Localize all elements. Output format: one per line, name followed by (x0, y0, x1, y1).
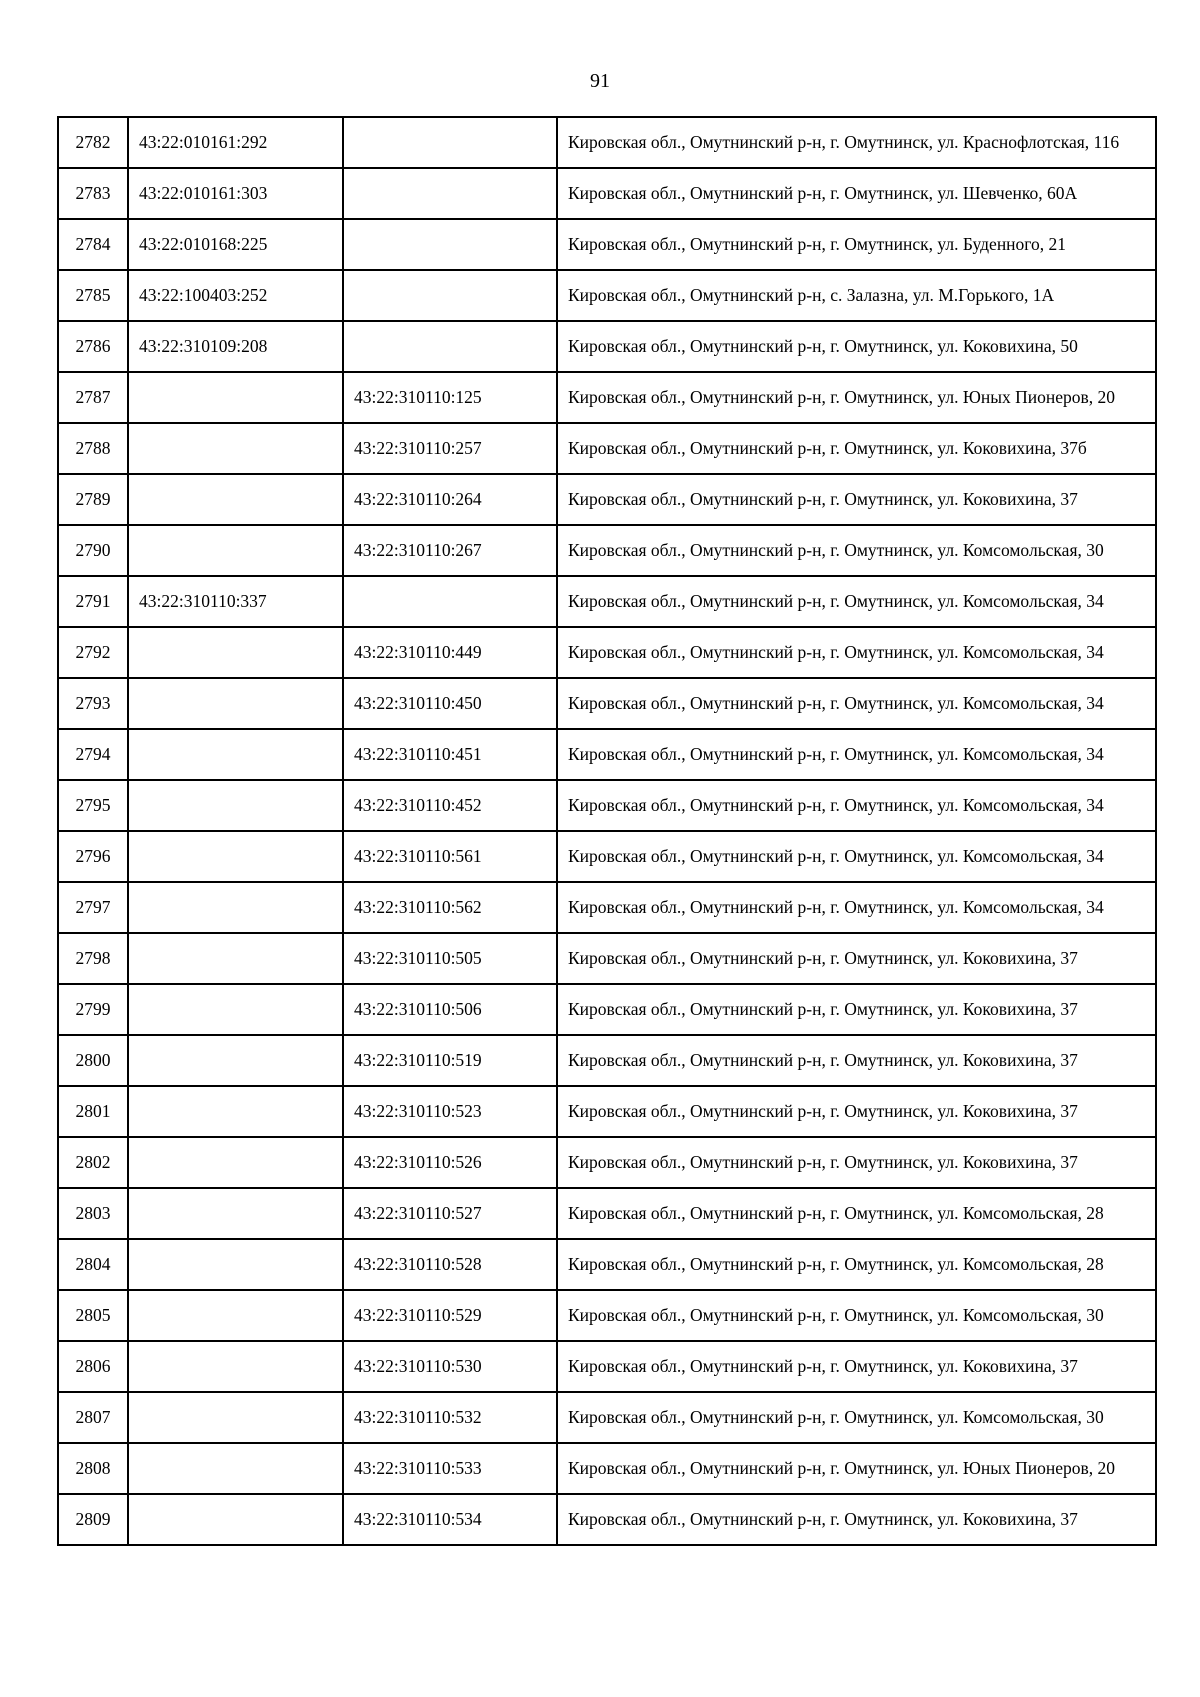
row-number-cell: 2785 (58, 270, 128, 321)
row-number-cell: 2799 (58, 984, 128, 1035)
registry-table (57, 116, 1157, 1546)
cadastral-number-cell: 43:22:310109:208 (128, 321, 343, 372)
table-row (58, 933, 1156, 984)
cadastral-number-cell (128, 627, 343, 678)
cadastral-number-cell (128, 882, 343, 933)
address-cell: Кировская обл., Омутнинский р-н, г. Омутнинск, ул. Комсомольская, 30 (557, 525, 1156, 576)
row-number-cell: 2798 (58, 933, 128, 984)
table-row (58, 219, 1156, 270)
cadastral-number-cell: 43:22:100403:252 (128, 270, 343, 321)
address-cell: Кировская обл., Омутнинский р-н, г. Омутнинск, ул. Юных Пионеров, 20 (557, 372, 1156, 423)
table-row (58, 321, 1156, 372)
row-number-cell: 2795 (58, 780, 128, 831)
table-row (58, 627, 1156, 678)
cadastral-number-alt-cell (343, 321, 557, 372)
table-row (58, 1392, 1156, 1443)
table-row (58, 984, 1156, 1035)
address-cell: Кировская обл., Омутнинский р-н, г. Омутнинск, ул. Коковихина, 37 (557, 1137, 1156, 1188)
cadastral-number-alt-cell: 43:22:310110:528 (343, 1239, 557, 1290)
address-cell: Кировская обл., Омутнинский р-н, г. Омутнинск, ул. Коковихина, 37 (557, 933, 1156, 984)
table-row (58, 1290, 1156, 1341)
cadastral-number-alt-cell: 43:22:310110:451 (343, 729, 557, 780)
row-number-cell: 2803 (58, 1188, 128, 1239)
cadastral-number-alt-cell (343, 219, 557, 270)
cadastral-number-cell (128, 984, 343, 1035)
cadastral-number-alt-cell (343, 117, 557, 168)
row-number-cell: 2782 (58, 117, 128, 168)
address-cell: Кировская обл., Омутнинский р-н, г. Омутнинск, ул. Комсомольская, 34 (557, 627, 1156, 678)
cadastral-number-alt-cell: 43:22:310110:529 (343, 1290, 557, 1341)
cadastral-number-cell (128, 1137, 343, 1188)
address-cell: Кировская обл., Омутнинский р-н, г. Омутнинск, ул. Коковихина, 50 (557, 321, 1156, 372)
cadastral-number-alt-cell: 43:22:310110:532 (343, 1392, 557, 1443)
address-cell: Кировская обл., Омутнинский р-н, г. Омутнинск, ул. Коковихина, 37 (557, 1494, 1156, 1545)
row-number-cell: 2794 (58, 729, 128, 780)
cadastral-number-cell (128, 1443, 343, 1494)
table-row (58, 117, 1156, 168)
cadastral-number-cell (128, 780, 343, 831)
row-number-cell: 2792 (58, 627, 128, 678)
cadastral-number-alt-cell: 43:22:310110:452 (343, 780, 557, 831)
cadastral-number-alt-cell: 43:22:310110:526 (343, 1137, 557, 1188)
row-number-cell: 2793 (58, 678, 128, 729)
row-number-cell: 2808 (58, 1443, 128, 1494)
address-cell: Кировская обл., Омутнинский р-н, г. Омутнинск, ул. Комсомольская, 34 (557, 831, 1156, 882)
cadastral-number-cell (128, 474, 343, 525)
row-number-cell: 2809 (58, 1494, 128, 1545)
cadastral-number-alt-cell: 43:22:310110:533 (343, 1443, 557, 1494)
cadastral-number-cell: 43:22:310110:337 (128, 576, 343, 627)
table-row (58, 678, 1156, 729)
address-cell: Кировская обл., Омутнинский р-н, г. Омутнинск, ул. Комсомольская, 34 (557, 576, 1156, 627)
address-cell: Кировская обл., Омутнинский р-н, г. Омутнинск, ул. Комсомольская, 30 (557, 1290, 1156, 1341)
cadastral-number-alt-cell (343, 168, 557, 219)
cadastral-number-alt-cell: 43:22:310110:519 (343, 1035, 557, 1086)
address-cell: Кировская обл., Омутнинский р-н, г. Омутнинск, ул. Комсомольская, 34 (557, 729, 1156, 780)
table-row (58, 1239, 1156, 1290)
cadastral-number-alt-cell: 43:22:310110:562 (343, 882, 557, 933)
row-number-cell: 2804 (58, 1239, 128, 1290)
cadastral-number-cell (128, 1494, 343, 1545)
cadastral-number-alt-cell: 43:22:310110:125 (343, 372, 557, 423)
table-row (58, 1137, 1156, 1188)
cadastral-number-cell: 43:22:010161:292 (128, 117, 343, 168)
cadastral-number-cell: 43:22:010161:303 (128, 168, 343, 219)
address-cell: Кировская обл., Омутнинский р-н, г. Омутнинск, ул. Коковихина, 37б (557, 423, 1156, 474)
cadastral-number-cell (128, 372, 343, 423)
cadastral-number-alt-cell: 43:22:310110:561 (343, 831, 557, 882)
address-cell: Кировская обл., Омутнинский р-н, г. Омутнинск, ул. Коковихина, 37 (557, 1341, 1156, 1392)
address-cell: Кировская обл., Омутнинский р-н, с. Залазна, ул. М.Горького, 1А (557, 270, 1156, 321)
cadastral-number-alt-cell (343, 270, 557, 321)
cadastral-number-cell (128, 1239, 343, 1290)
cadastral-number-alt-cell: 43:22:310110:257 (343, 423, 557, 474)
row-number-cell: 2807 (58, 1392, 128, 1443)
cadastral-number-cell (128, 933, 343, 984)
table-row (58, 576, 1156, 627)
table-row (58, 372, 1156, 423)
table-row (58, 423, 1156, 474)
cadastral-number-cell (128, 1290, 343, 1341)
row-number-cell: 2791 (58, 576, 128, 627)
row-number-cell: 2802 (58, 1137, 128, 1188)
page-number: 91 (590, 70, 610, 92)
row-number-cell: 2789 (58, 474, 128, 525)
address-cell: Кировская обл., Омутнинский р-н, г. Омутнинск, ул. Комсомольская, 34 (557, 780, 1156, 831)
cadastral-number-cell (128, 678, 343, 729)
row-number-cell: 2783 (58, 168, 128, 219)
table-row (58, 729, 1156, 780)
row-number-cell: 2790 (58, 525, 128, 576)
cadastral-number-alt-cell: 43:22:310110:527 (343, 1188, 557, 1239)
cadastral-number-cell: 43:22:010168:225 (128, 219, 343, 270)
cadastral-number-cell (128, 1341, 343, 1392)
row-number-cell: 2797 (58, 882, 128, 933)
address-cell: Кировская обл., Омутнинский р-н, г. Омутнинск, ул. Коковихина, 37 (557, 1086, 1156, 1137)
table-row (58, 168, 1156, 219)
cadastral-number-alt-cell: 43:22:310110:523 (343, 1086, 557, 1137)
row-number-cell: 2806 (58, 1341, 128, 1392)
cadastral-number-cell (128, 423, 343, 474)
address-cell: Кировская обл., Омутнинский р-н, г. Омутнинск, ул. Комсомольская, 30 (557, 1392, 1156, 1443)
cadastral-number-cell (128, 525, 343, 576)
address-cell: Кировская обл., Омутнинский р-н, г. Омутнинск, ул. Краснофлотская, 116 (557, 117, 1156, 168)
cadastral-number-cell (128, 1086, 343, 1137)
address-cell: Кировская обл., Омутнинский р-н, г. Омутнинск, ул. Шевченко, 60А (557, 168, 1156, 219)
table-row (58, 1086, 1156, 1137)
address-cell: Кировская обл., Омутнинский р-н, г. Омутнинск, ул. Коковихина, 37 (557, 474, 1156, 525)
cadastral-number-alt-cell: 43:22:310110:267 (343, 525, 557, 576)
address-cell: Кировская обл., Омутнинский р-н, г. Омутнинск, ул. Комсомольская, 28 (557, 1188, 1156, 1239)
address-cell: Кировская обл., Омутнинский р-н, г. Омутнинск, ул. Буденного, 21 (557, 219, 1156, 270)
cadastral-number-alt-cell (343, 576, 557, 627)
cadastral-number-cell (128, 1392, 343, 1443)
address-cell: Кировская обл., Омутнинский р-н, г. Омутнинск, ул. Комсомольская, 34 (557, 678, 1156, 729)
cadastral-number-alt-cell: 43:22:310110:534 (343, 1494, 557, 1545)
cadastral-number-cell (128, 1035, 343, 1086)
table-row (58, 831, 1156, 882)
address-cell: Кировская обл., Омутнинский р-н, г. Омутнинск, ул. Юных Пионеров, 20 (557, 1443, 1156, 1494)
table-row (58, 474, 1156, 525)
row-number-cell: 2786 (58, 321, 128, 372)
address-cell: Кировская обл., Омутнинский р-н, г. Омутнинск, ул. Комсомольская, 28 (557, 1239, 1156, 1290)
table-row (58, 1035, 1156, 1086)
cadastral-number-alt-cell: 43:22:310110:264 (343, 474, 557, 525)
table-row (58, 270, 1156, 321)
row-number-cell: 2801 (58, 1086, 128, 1137)
table-row (58, 1443, 1156, 1494)
row-number-cell: 2787 (58, 372, 128, 423)
cadastral-number-alt-cell: 43:22:310110:449 (343, 627, 557, 678)
address-cell: Кировская обл., Омутнинский р-н, г. Омутнинск, ул. Коковихина, 37 (557, 1035, 1156, 1086)
table-row (58, 780, 1156, 831)
registry-table-body (58, 117, 1156, 1545)
table-row (58, 1494, 1156, 1545)
table-row (58, 1341, 1156, 1392)
cadastral-number-cell (128, 1188, 343, 1239)
row-number-cell: 2788 (58, 423, 128, 474)
table-row (58, 1188, 1156, 1239)
row-number-cell: 2805 (58, 1290, 128, 1341)
row-number-cell: 2784 (58, 219, 128, 270)
row-number-cell: 2800 (58, 1035, 128, 1086)
address-cell: Кировская обл., Омутнинский р-н, г. Омутнинск, ул. Коковихина, 37 (557, 984, 1156, 1035)
cadastral-number-alt-cell: 43:22:310110:450 (343, 678, 557, 729)
cadastral-number-cell (128, 831, 343, 882)
table-row (58, 882, 1156, 933)
cadastral-number-alt-cell: 43:22:310110:506 (343, 984, 557, 1035)
row-number-cell: 2796 (58, 831, 128, 882)
cadastral-number-cell (128, 729, 343, 780)
address-cell: Кировская обл., Омутнинский р-н, г. Омутнинск, ул. Комсомольская, 34 (557, 882, 1156, 933)
cadastral-number-alt-cell: 43:22:310110:505 (343, 933, 557, 984)
table-row (58, 525, 1156, 576)
cadastral-number-alt-cell: 43:22:310110:530 (343, 1341, 557, 1392)
